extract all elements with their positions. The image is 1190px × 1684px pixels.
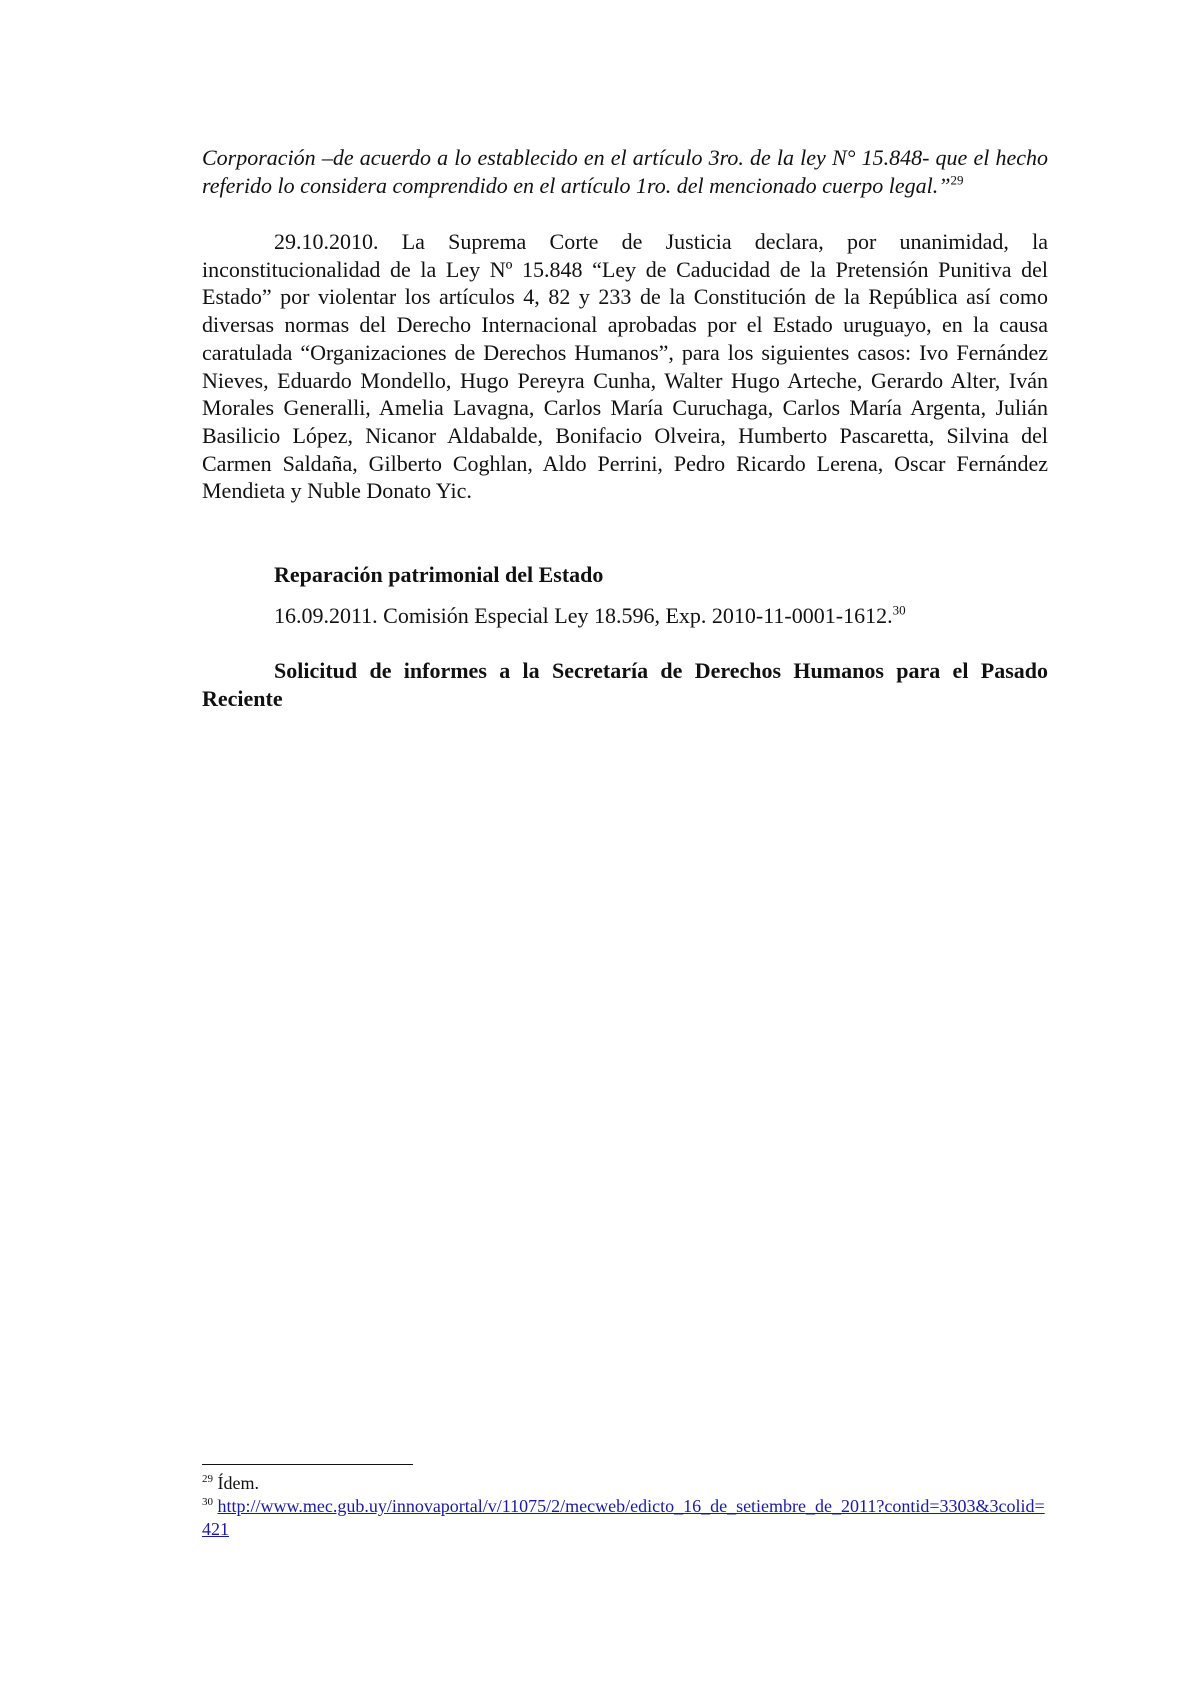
footnote-text: Ídem.	[217, 1473, 259, 1493]
footnote-separator	[202, 1464, 413, 1465]
footnote-30	[202, 1495, 1048, 1541]
section-heading-solicitud: Solicitud de informes a la Secretaría de Derechos Humanos para el Pasado Reciente	[202, 658, 1048, 711]
reparacion-paragraph	[274, 602, 1048, 630]
footnote-29	[202, 1472, 1048, 1495]
footnote-link[interactable]: http://www.mec.gub.uy/innovaportal/v/11075/2/mecweb/edicto_16_de_setiembre_de_2011?contid=3303&3colid=421	[202, 1496, 1045, 1539]
footnote-ref-29: 29	[950, 172, 964, 188]
quote-text: Corporación –de acuerdo a lo establecido en el artículo 3ro. de la ley N° 15.848- que el hecho referido lo considera comprendido en el artículo 1ro. del mencionado cuerpo legal.”	[202, 145, 1048, 198]
footnote-number: 30	[202, 1496, 213, 1508]
ruling-paragraph: 29.10.2010. La Suprema Corte de Justicia declara, por unanimidad, la inconstitucionalidad de la Ley Nº 15.848 “Ley de Caducidad de la Pretensión Punitiva del Estado” por violentar los artículos 4, 82 y 233 de la Constitución de la República así como diversas normas del Derecho Internacional aprobadas por el Estado uruguayo, en la causa caratulada “Organizaciones de Derechos Humanos”, para los siguientes casos: Ivo Fernández Nieves, Eduardo Mondello, Hugo Pereyra Cunha, Walter Hugo Arteche, Gerardo Alter, Iván Morales Generalli, Amelia Lavagna, Carlos María Curuchaga, Carlos María Argenta, Julián Basilicio López, Nicanor Aldabalde, Bonifacio Olveira, Humberto Pascaretta, Silvina del Carmen Saldaña, Gilberto Coghlan, Aldo Perrini, Pedro Ricardo Lerena, Oscar Fernández Mendieta y Nuble Donato Yic.	[202, 229, 1048, 504]
quoted-text	[202, 144, 1048, 199]
footnote-number: 29	[202, 1473, 213, 1485]
reparacion-text: 16.09.2011. Comisión Especial Ley 18.596, Exp. 2010-11-0001-1612.	[274, 603, 893, 628]
section-heading-reparacion: Reparación patrimonial del Estado	[274, 562, 604, 587]
footnote-ref-30: 30	[892, 602, 906, 618]
footnotes	[202, 1472, 1048, 1541]
